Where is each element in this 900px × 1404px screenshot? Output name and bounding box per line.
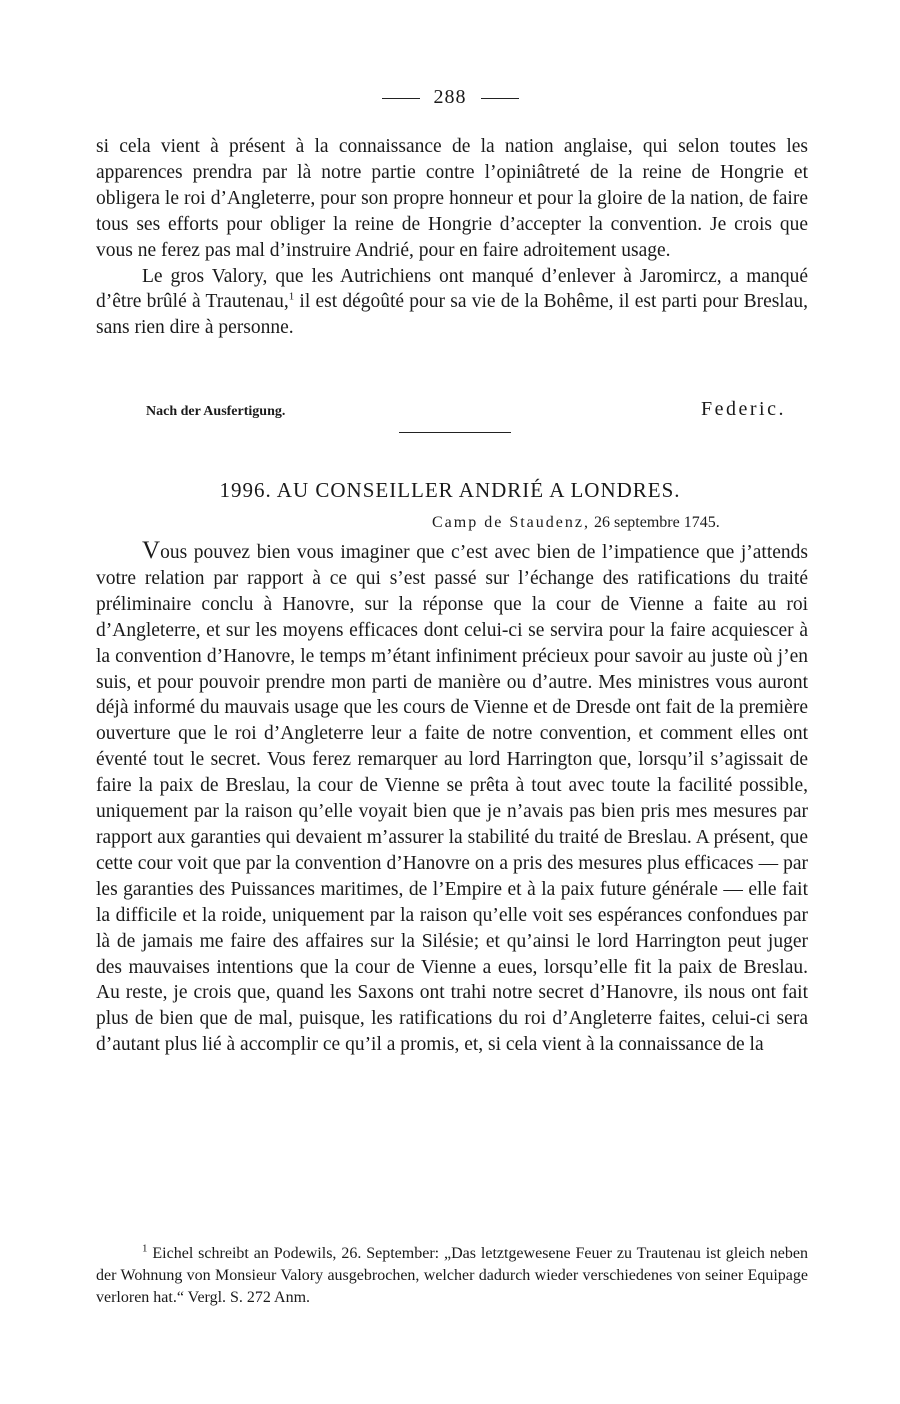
valory-text-after: il est dégoûté pour sa vie de la Bohême, il est parti pour Breslau, sans rien dire à personne.	[96, 291, 809, 339]
letter-heading: 1996. AU CONSEILLER ANDRIÉ A LONDRES.	[219, 478, 681, 502]
dropcap-letter: V	[142, 537, 161, 564]
page-number-dash-right	[481, 98, 519, 99]
signature: Federic.	[701, 398, 786, 420]
continuation-paragraph: si cela vient à présent à la connaissance de la nation anglaise, qui selon toutes les apparences prendra par là notre partie contre l’opiniâtreté de la reine de Hongrie et obligera le roi d’Angleterre, pour son propre honneur et pour la gloire de la nation, de faire tous ses efforts pour obliger la reine de Hongrie d’accepter la convention. Je crois que vous ne ferez pas mal d’instruire Andrié, pour en faire adroitement usage.	[96, 136, 808, 261]
source-note: Nach der Ausfertigung.	[146, 404, 286, 419]
footnotes	[96, 1243, 808, 1309]
footnote-mark: 1	[142, 1242, 148, 1255]
dateline-place: Camp de Staudenz,	[432, 514, 590, 531]
closing-row	[146, 398, 786, 424]
letter-body	[96, 538, 808, 1058]
page-number	[0, 86, 900, 109]
page-number-dash-left	[382, 98, 420, 99]
section-divider	[399, 432, 511, 433]
valory-paragraph	[96, 264, 808, 342]
footnote-1	[96, 1243, 808, 1309]
footnote-text: Eichel schreibt an Podewils, 26. September: „Das letztgewesene Feuer zu Trautenau ist gleich neben der Wohnung von Monsieur Valory ausgebrochen, welcher dadurch wieder verschiedenes von seiner Equipage verloren hat.“ Vergl. S. 272 Anm.	[96, 1245, 808, 1306]
dateline-date: 26 septembre 1745.	[593, 514, 720, 531]
valory-text-before: Le gros Valory, que les Autrichiens ont manqué d’enlever à Jaromircz, a manqué d’être brûlé à Trautenau,	[96, 265, 808, 313]
letter-body-text: ous pouvez bien vous imaginer que c’est avec bien de l’impatience que j’attends votre relation par rapport à ce qui s’est passé sur l’échange des ratifications du traité préliminaire conclu à Hanovre, sur la réponse que la cour de Vienne a faite au roi d’Angleterre, et sur les moyens efficaces dont celui-ci se servira pour la faire acquiescer à la convention d’Hanovre, le temps m’étant infiniment précieux pour savoir au juste où j’en suis, et pour pouvoir prendre mon parti de manière ou d’autre. Mes ministres vous auront déjà informé du mauvais usage que les cours de Vienne et de Dresde ont fait de la première ouverture que le roi d’Angleterre leur a faite de notre convention, et comment elles ont éventé tout le secret. Vous ferez remarquer au lord Harrington que, lorsqu’il s’agissait de faire la paix de Breslau, la cour de Vienne se prêta à tout avec toute la facilité possible, uniquement par la raison qu’elle voyait bien que je n’avais pas bien pris mes mesures par rapport aux garanties qui devaient m’assurer la stabilité du traité de Breslau. A présent, que cette cour voit que par la convention d’Hanovre on a pris des mesures plus efficaces — par les garanties des Puissances maritimes, de l’Empire et à la paix future générale — elle fait la difficile et la roide, uniquement par la raison qu’elle voit ses espérances confondues par là de jamais me faire des affaires sur la Silésie; et qu’ainsi le lord Harrington peut juger des mauvaises intentions que la cour de Vienne a eues, lorsqu’elle fit la paix de Breslau. Au reste, je crois que, quand les Saxons ont trahi notre secret d’Hanovre, ils nous ont fait plus de bien que de mal, puisque, les ratifications du roi d’Angleterre faites, celui-ci sera d’autant plus lié à accomplir ce qu’il a promis, et, si cela vient à la connaissance de la	[96, 542, 808, 1056]
letter-body-block	[96, 538, 808, 1058]
dateline	[432, 514, 720, 532]
page-number-text: 288	[433, 86, 467, 108]
continuation-block	[96, 134, 808, 341]
footnote-reference: 1	[288, 290, 295, 303]
